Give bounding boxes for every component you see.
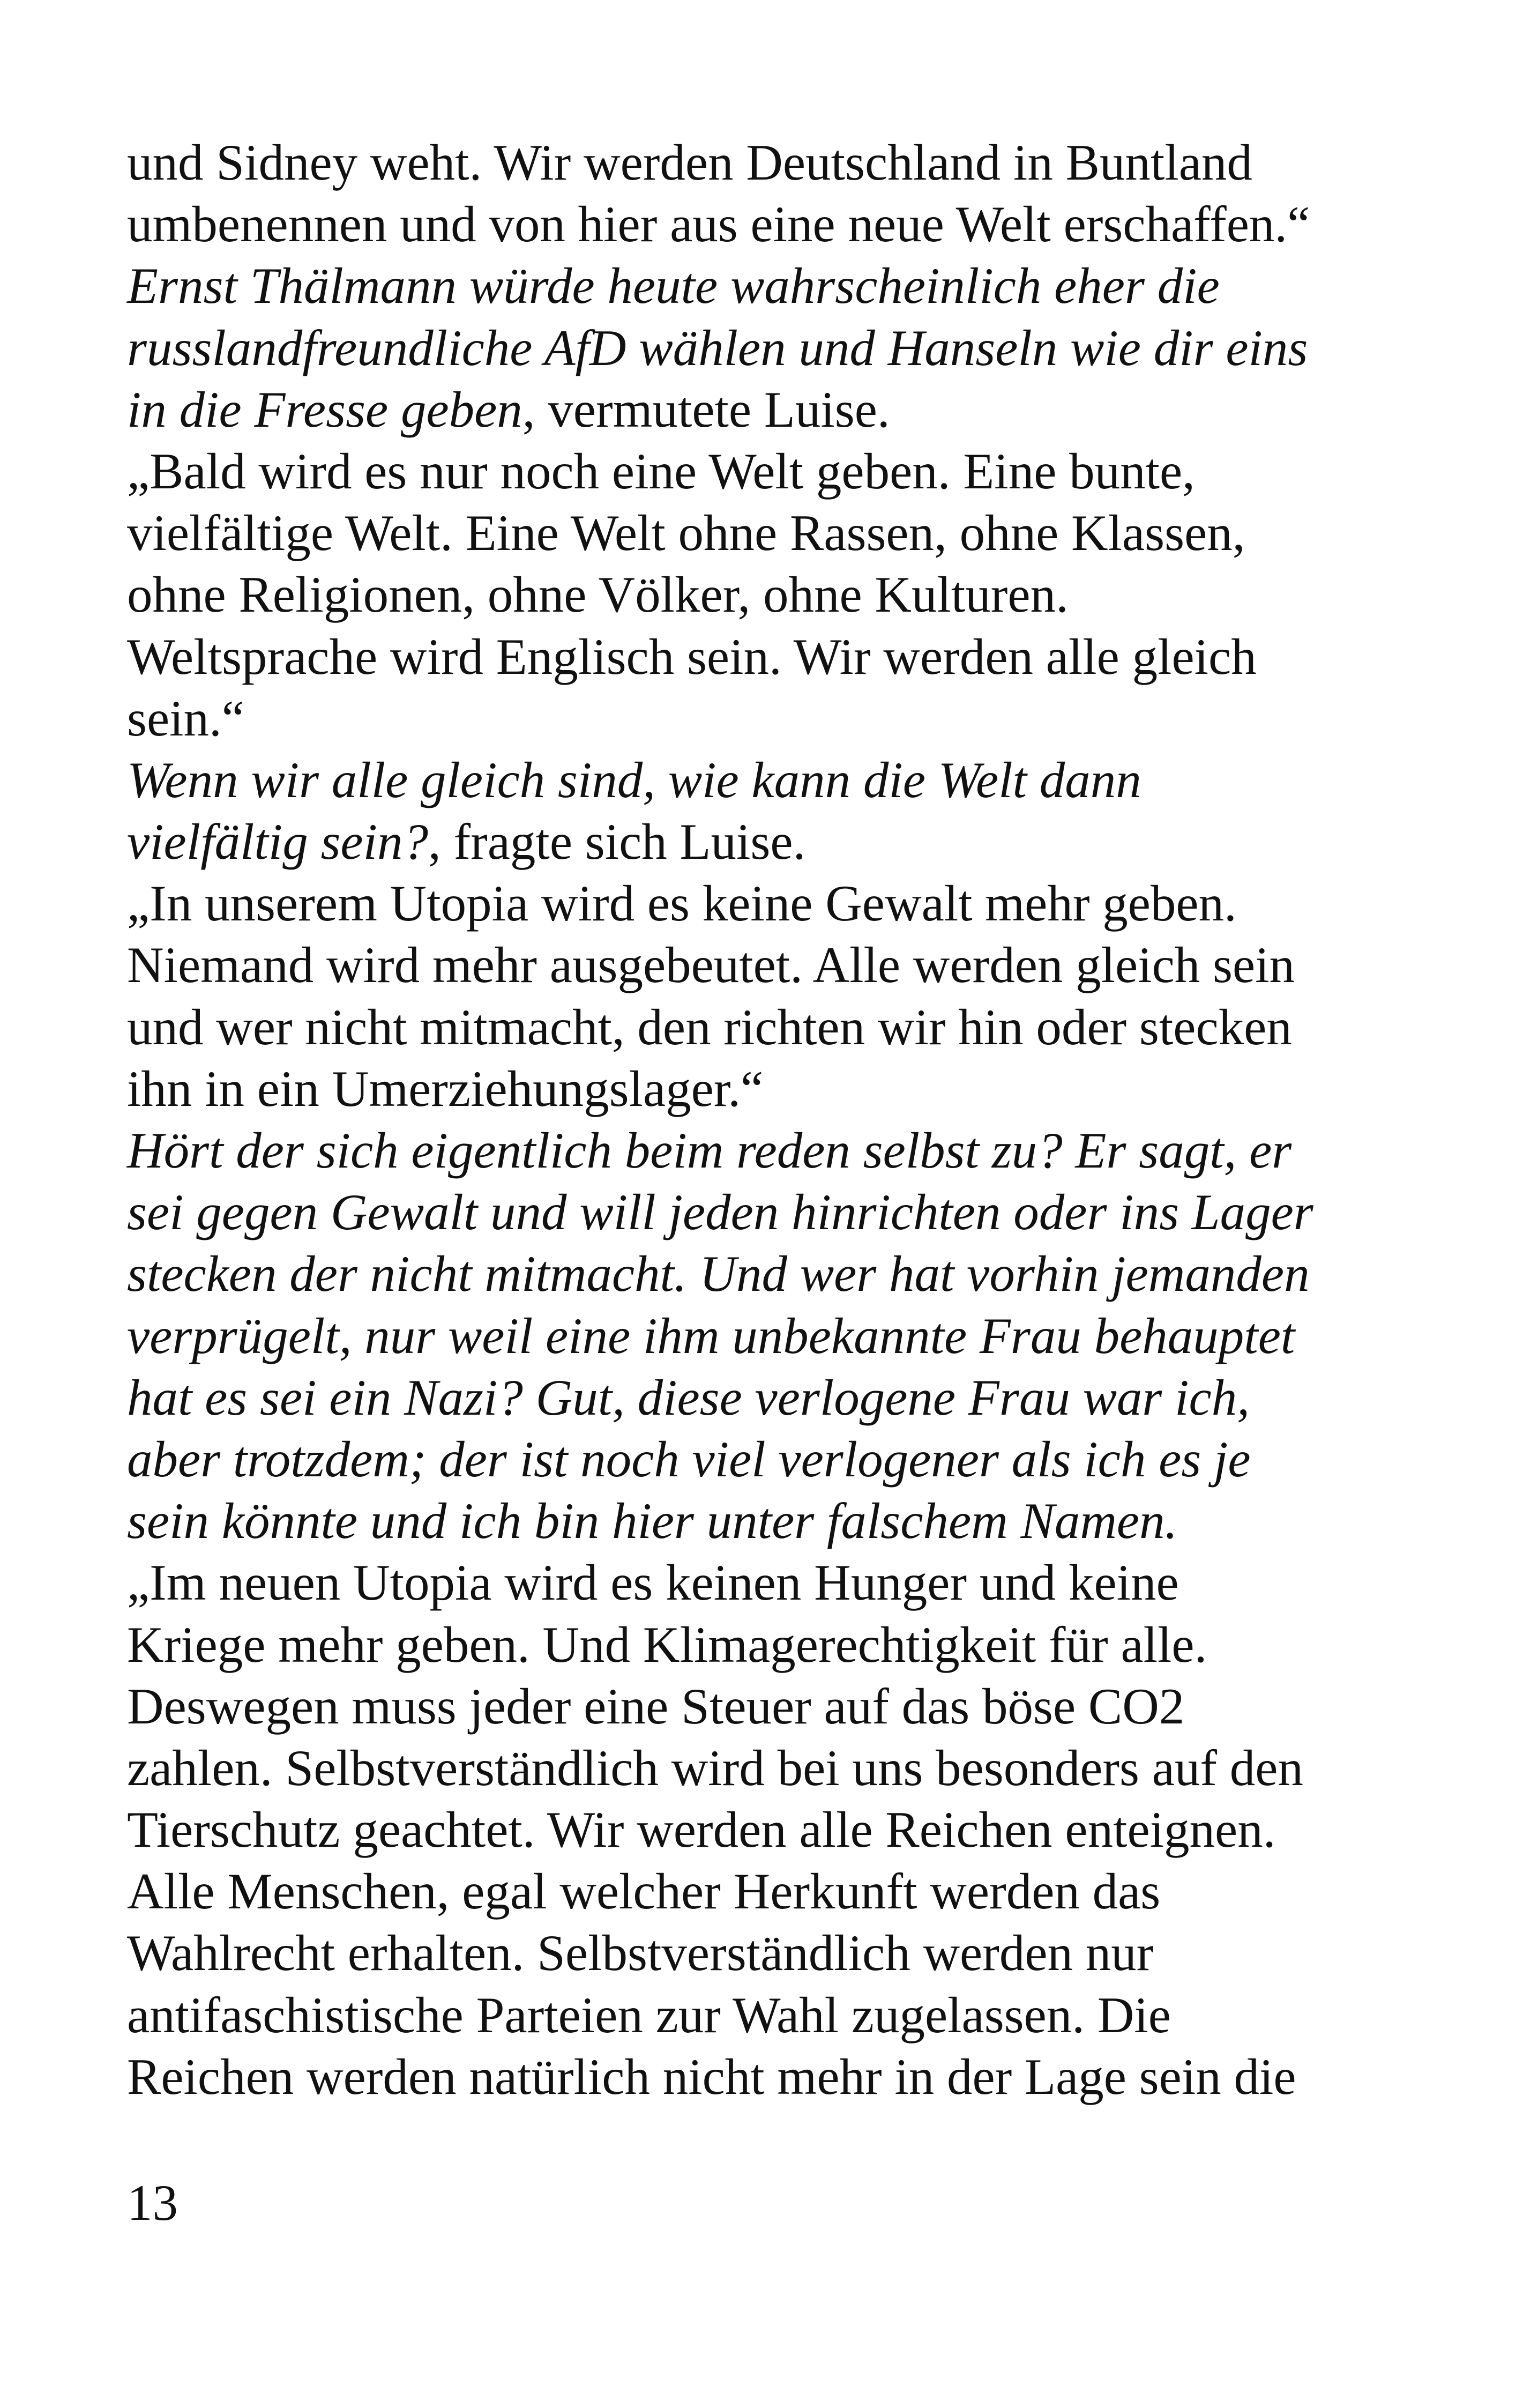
text-line <box>127 1367 1413 1429</box>
text-segment: umbenennen und von hier aus eine neue Welt erschaffen.“ <box>127 196 1310 253</box>
text-segment: Deswegen muss jeder eine Steuer auf das böse CO2 <box>127 1677 1185 1735</box>
text-line <box>127 873 1413 934</box>
text-line <box>127 1985 1413 2046</box>
italic-text-segment: hat es sei ein Nazi? Gut, diese verlogene Frau war ich, <box>127 1369 1250 1426</box>
text-segment: antifaschistische Parteien zur Wahl zugelassen. Die <box>127 1986 1171 2043</box>
text-segment: Reichen werden natürlich nicht mehr in der Lage sein die <box>127 2048 1296 2105</box>
italic-text-segment: Wenn wir alle gleich sind, wie kann die Welt dann <box>127 751 1141 808</box>
italic-text-segment: in die Fresse geben <box>127 381 522 438</box>
text-segment: Wahlrecht erhalten. Selbstverständlich werden nur <box>127 1924 1154 1982</box>
text-segment: , fragte sich Luise. <box>428 813 806 871</box>
text-line <box>127 317 1413 379</box>
text-segment: , vermutete Luise. <box>522 381 890 438</box>
italic-text-segment: sei gegen Gewalt und will jeden hinrichten oder ins Lager <box>127 1184 1313 1241</box>
text-line <box>127 1737 1413 1799</box>
text-line <box>127 502 1413 564</box>
text-line <box>127 441 1413 502</box>
text-line <box>127 1429 1413 1490</box>
text-line <box>127 379 1413 441</box>
text-segment: Alle Menschen, egal welcher Herkunft werden das <box>127 1863 1161 1920</box>
text-segment: zahlen. Selbstverständlich wird bei uns besonders auf den <box>127 1739 1303 1796</box>
text-line <box>127 811 1413 873</box>
text-line <box>127 1305 1413 1367</box>
page-number: 13 <box>127 2174 178 2231</box>
text-segment: und wer nicht mitmacht, den richten wir hin oder stecken <box>127 998 1292 1056</box>
italic-text-segment: sein könnte und ich bin hier unter falschem Namen. <box>127 1492 1178 1550</box>
text-line <box>127 934 1413 996</box>
italic-text-segment: verprügelt, nur weil eine ihm unbekannte Frau behauptet <box>127 1307 1295 1364</box>
text-line <box>127 997 1413 1058</box>
text-segment: Tierschutz geachtet. Wir werden alle Reichen enteignen. <box>127 1801 1276 1859</box>
text-line <box>127 2046 1413 2108</box>
text-line <box>127 1922 1413 1984</box>
text-segment: Kriege mehr geben. Und Klimagerechtigkeit für alle. <box>127 1616 1207 1673</box>
italic-text-segment: Hört der sich eigentlich beim reden selbst zu? Er sagt, er <box>127 1122 1292 1179</box>
text-segment: vielfältige Welt. Eine Welt ohne Rassen, ohne Klassen, <box>127 504 1245 562</box>
text-line <box>127 564 1413 626</box>
text-segment: sein.“ <box>127 689 244 747</box>
text-line <box>127 1861 1413 1922</box>
text-line <box>127 194 1413 255</box>
text-line <box>127 1181 1413 1243</box>
text-segment: „In unserem Utopia wird es keine Gewalt mehr geben. <box>127 875 1237 932</box>
text-line <box>127 255 1413 317</box>
text-line <box>127 688 1413 749</box>
italic-text-segment: Ernst Thälmann würde heute wahrscheinlich eher die <box>127 257 1220 315</box>
text-segment: und Sidney weht. Wir werden Deutschland in Buntland <box>127 134 1252 191</box>
page-body-text <box>127 132 1413 2108</box>
italic-text-segment: stecken der nicht mitmacht. Und wer hat vorhin jemanden <box>127 1245 1310 1303</box>
text-line <box>127 1614 1413 1676</box>
italic-text-segment: aber trotzdem; der ist noch viel verlogener als ich es je <box>127 1430 1251 1488</box>
text-line <box>127 1120 1413 1181</box>
text-line <box>127 626 1413 688</box>
text-segment: „Bald wird es nur noch eine Welt geben. Eine bunte, <box>127 442 1195 500</box>
text-segment: ihn in ein Umerziehungslager.“ <box>127 1060 764 1117</box>
text-segment: ohne Religionen, ohne Völker, ohne Kulturen. <box>127 566 1069 623</box>
text-segment: Weltsprache wird Englisch sein. Wir werden alle gleich <box>127 628 1257 685</box>
text-line <box>127 1552 1413 1614</box>
text-line <box>127 1799 1413 1861</box>
text-segment: Niemand wird mehr ausgebeutet. Alle werden gleich sein <box>127 937 1295 994</box>
text-line <box>127 1490 1413 1552</box>
text-line <box>127 1058 1413 1120</box>
text-line <box>127 749 1413 811</box>
text-line <box>127 1243 1413 1305</box>
text-line <box>127 1676 1413 1737</box>
italic-text-segment: vielfältig sein? <box>127 813 428 871</box>
text-line <box>127 132 1413 194</box>
italic-text-segment: russlandfreundliche AfD wählen und Hanseln wie dir eins <box>127 319 1308 376</box>
text-segment: „Im neuen Utopia wird es keinen Hunger und keine <box>127 1554 1179 1611</box>
